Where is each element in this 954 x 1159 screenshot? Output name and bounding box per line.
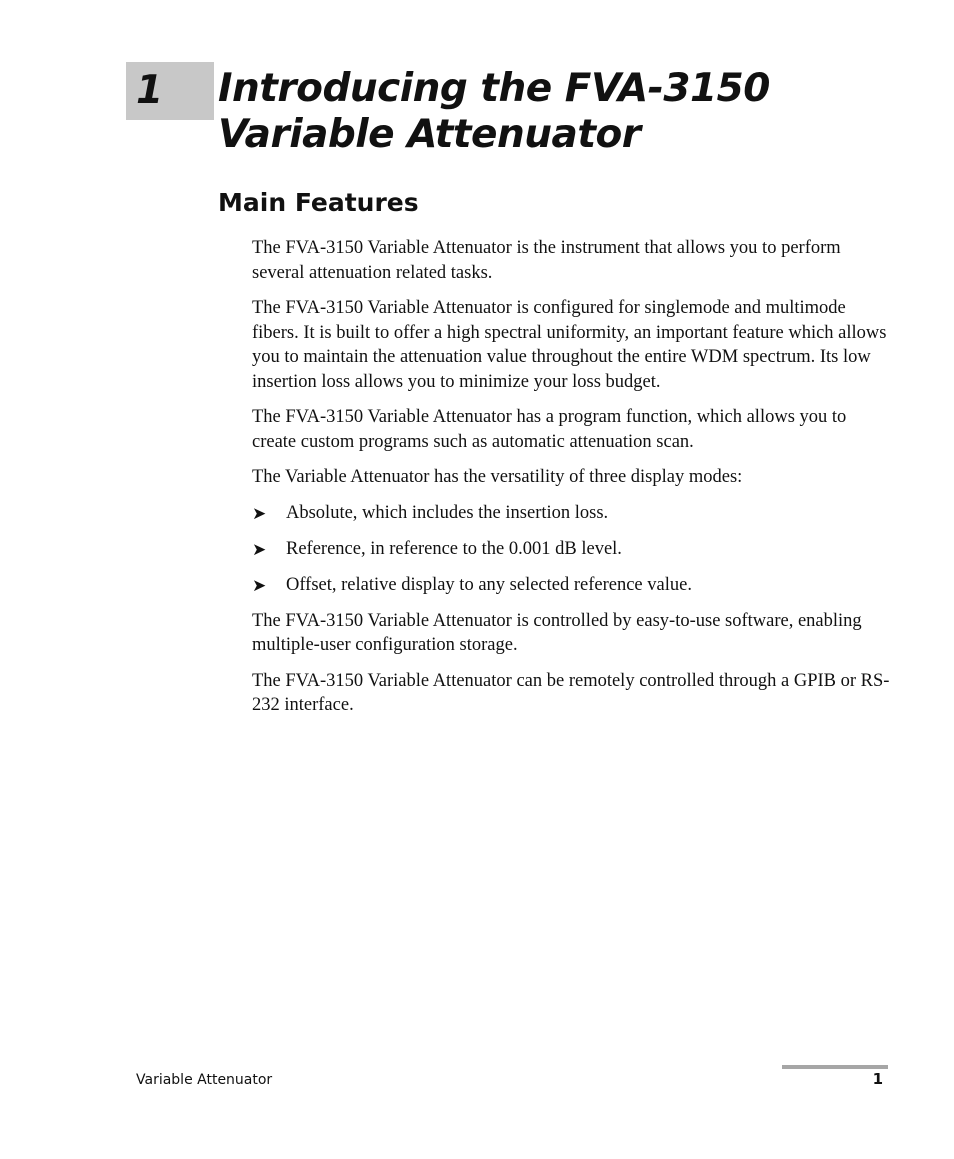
- arrow-bullet-icon: ➤: [252, 503, 267, 524]
- list-item: [252, 537, 892, 562]
- list-item-text: Absolute, which includes the insertion loss.: [286, 502, 609, 523]
- chapter-number: 1: [136, 68, 164, 113]
- paragraph: The Variable Attenuator has the versatility of three display modes:: [252, 467, 743, 487]
- paragraph: The FVA-3150 Variable Attenuator can be remotely controlled through a GPIB or RS-232 interface.: [252, 670, 890, 715]
- body-content: [252, 236, 892, 729]
- footer-rule: [782, 1065, 888, 1069]
- chapter-title-line-2: Variable Attenuator: [218, 112, 641, 157]
- list-item-text: Reference, in reference to the 0.001 dB level.: [286, 538, 622, 559]
- chapter-title-line-1: Introducing the FVA-3150: [218, 66, 770, 111]
- list-item: [252, 573, 892, 598]
- paragraph: The FVA-3150 Variable Attenuator is configured for singlemode and multimode fibers. It is built to offer a high spectral uniformity, an important feature which allows you to maintain the attenuation value throughout the entire WDM spectrum. Its low insertion loss allows you to minimize your loss budget.: [252, 298, 887, 392]
- section-heading: Main Features: [218, 188, 419, 217]
- paragraph: The FVA-3150 Variable Attenuator is the instrument that allows you to perform several attenuation related tasks.: [252, 238, 841, 283]
- chapter-title: [218, 66, 918, 158]
- footer-title: Variable Attenuator: [136, 1072, 273, 1088]
- page-number: 1: [872, 1070, 883, 1088]
- list-item: [252, 501, 892, 526]
- arrow-bullet-icon: ➤: [252, 575, 267, 596]
- list-item-text: Offset, relative display to any selected reference value.: [286, 574, 692, 595]
- paragraph: The FVA-3150 Variable Attenuator has a program function, which allows you to create custom programs such as automatic attenuation scan.: [252, 407, 847, 452]
- paragraph: The FVA-3150 Variable Attenuator is controlled by easy-to-use software, enabling multiple-user configuration storage.: [252, 610, 862, 655]
- display-modes-list: [252, 501, 892, 598]
- arrow-bullet-icon: ➤: [252, 539, 267, 560]
